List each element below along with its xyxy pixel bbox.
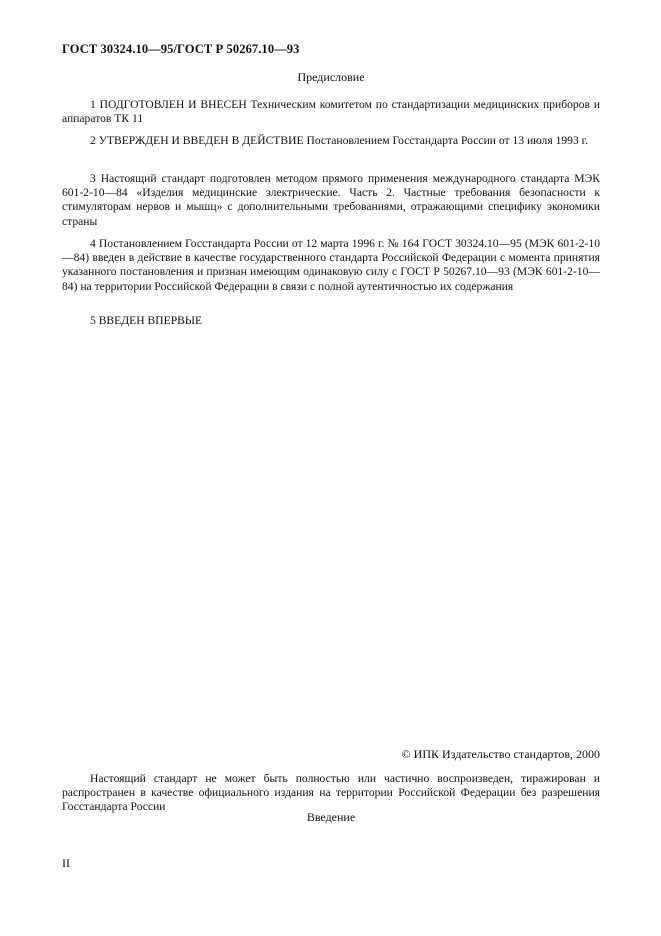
preface-item-2: 2 УТВЕРЖДЕН И ВВЕДЕН В ДЕЙСТВИЕ Постановлением Госстандарта России от 13 июля 1993 г.: [90, 134, 588, 147]
document-header: ГОСТ 30324.10—95/ГОСТ Р 50267.10—93: [62, 42, 300, 56]
intro-title: Введение: [306, 810, 356, 824]
page-number: II: [62, 856, 70, 870]
preface-title: Предисловие: [297, 70, 365, 84]
preface-item-4: 4 Постановлением Госстандарта России от 12 марта 1996 г. № 164 ГОСТ 30324.10—95 (МЭК 601-2-10—84) введен в действие в качестве государственного стандарта Российской Федерации с момента принятия указанного постановления и признан имеющим одинаковую силу с ГОСТ Р 50267.10—93 (МЭК 601-2-10—84) на территории Российской Федерации в связи с полной аутентичностью их содержания: [62, 237, 600, 293]
preface-item-3: 3 Настоящий стандарт подготовлен методом прямого применения международного стандарта МЭК 601-2-10—84 «Изделия медицинские электрические. Часть 2. Частные требования безопасности к стимуляторам нервов и мышц» с дополнительными требованиями, отражающими специфику экономики страны: [62, 172, 600, 228]
preface-item-5: 5 ВВЕДЕН ВПЕРВЫЕ: [90, 314, 203, 327]
preface-item-1: 1 ПОДГОТОВЛЕН И ВНЕСЕН Техническим комитетом по стандартизации медицинских приборов и аппаратов ТК 11: [62, 98, 600, 126]
reproduction-notice: Настоящий стандарт не может быть полностью или частично воспроизведен, тиражирован и распространен в качестве официального издания на территории Российской Федерации без разрешения Госстандарта России: [62, 772, 600, 814]
copyright-line: © ИПК Издательство стандартов, 2000: [401, 747, 600, 761]
